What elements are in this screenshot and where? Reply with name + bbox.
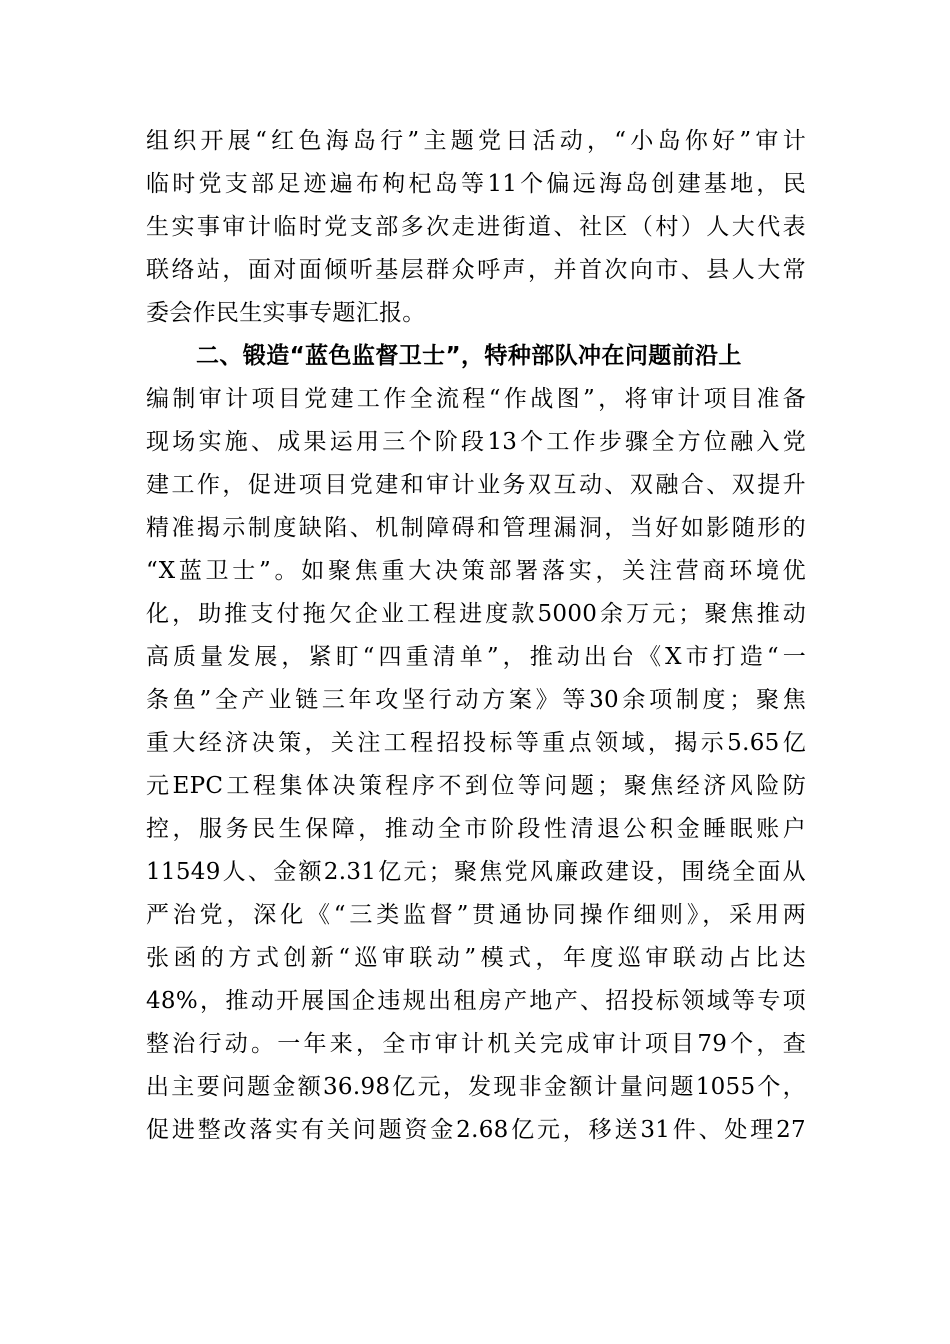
text-line: 48%，推动开展国企违规出租房产地产、招投标领域等专项 bbox=[146, 988, 806, 1014]
document-body bbox=[146, 120, 806, 1152]
text-line: 控，服务民生保障，推动全市阶段性清退公积金睡眠账户 bbox=[146, 816, 806, 842]
text-line: 现场实施、成果运用三个阶段13个工作步骤全方位融入党 bbox=[146, 429, 806, 455]
text-line: 组织开展“红色海岛行”主题党日活动，“小岛你好”审计 bbox=[146, 128, 806, 154]
text-line: 高质量发展，紧盯“四重清单”，推动出台《X市打造“一 bbox=[146, 644, 806, 670]
text-line: 张函的方式创新“巡审联动”模式，年度巡审联动占比达 bbox=[146, 945, 806, 971]
text-line: 化，助推支付拖欠企业工程进度款5000余万元；聚焦推动 bbox=[146, 601, 806, 627]
text-line: 出主要问题金额36.98亿元，发现非金额计量问题1055个， bbox=[146, 1074, 806, 1100]
text-line: “X蓝卫士”。如聚焦重大决策部署落实，关注营商环境优 bbox=[146, 558, 806, 584]
text-line: 重大经济决策，关注工程招投标等重点领域，揭示5.65亿 bbox=[146, 730, 806, 756]
text-line: 元EPC工程集体决策程序不到位等问题；聚焦经济风险防 bbox=[146, 773, 806, 799]
paragraph-section-one-tail bbox=[146, 120, 806, 335]
section-heading: 二、锻造“蓝色监督卫士”，特种部队冲在问题前沿上 bbox=[196, 343, 742, 369]
text-line: 11549人、金额2.31亿元；聚焦党风廉政建设，围绕全面从 bbox=[146, 859, 806, 885]
text-line: 促进整改落实有关问题资金2.68亿元，移送31件、处理27 bbox=[146, 1117, 806, 1143]
paragraph-section-two bbox=[146, 378, 806, 1152]
text-line: 委会作民生实事专题汇报。 bbox=[146, 300, 426, 326]
text-line: 精准揭示制度缺陷、机制障碍和管理漏洞，当好如影随形的 bbox=[146, 515, 806, 541]
text-line: 临时党支部足迹遍布枸杞岛等11个偏远海岛创建基地，民 bbox=[146, 171, 806, 197]
text-line: 编制审计项目党建工作全流程“作战图”，将审计项目准备 bbox=[146, 386, 806, 412]
text-line: 条鱼”全产业链三年攻坚行动方案》等30余项制度；聚焦 bbox=[146, 687, 806, 713]
text-line: 整治行动。一年来，全市审计机关完成审计项目79个，查 bbox=[146, 1031, 806, 1057]
text-line: 生实事审计临时党支部多次走进街道、社区（村）人大代表 bbox=[146, 214, 806, 240]
text-line: 严治党，深化《“三类监督”贯通协同操作细则》，采用两 bbox=[146, 902, 806, 928]
text-line: 建工作，促进项目党建和审计业务双互动、双融合、双提升 bbox=[146, 472, 806, 498]
text-line: 联络站，面对面倾听基层群众呼声，并首次向市、县人大常 bbox=[146, 257, 806, 283]
